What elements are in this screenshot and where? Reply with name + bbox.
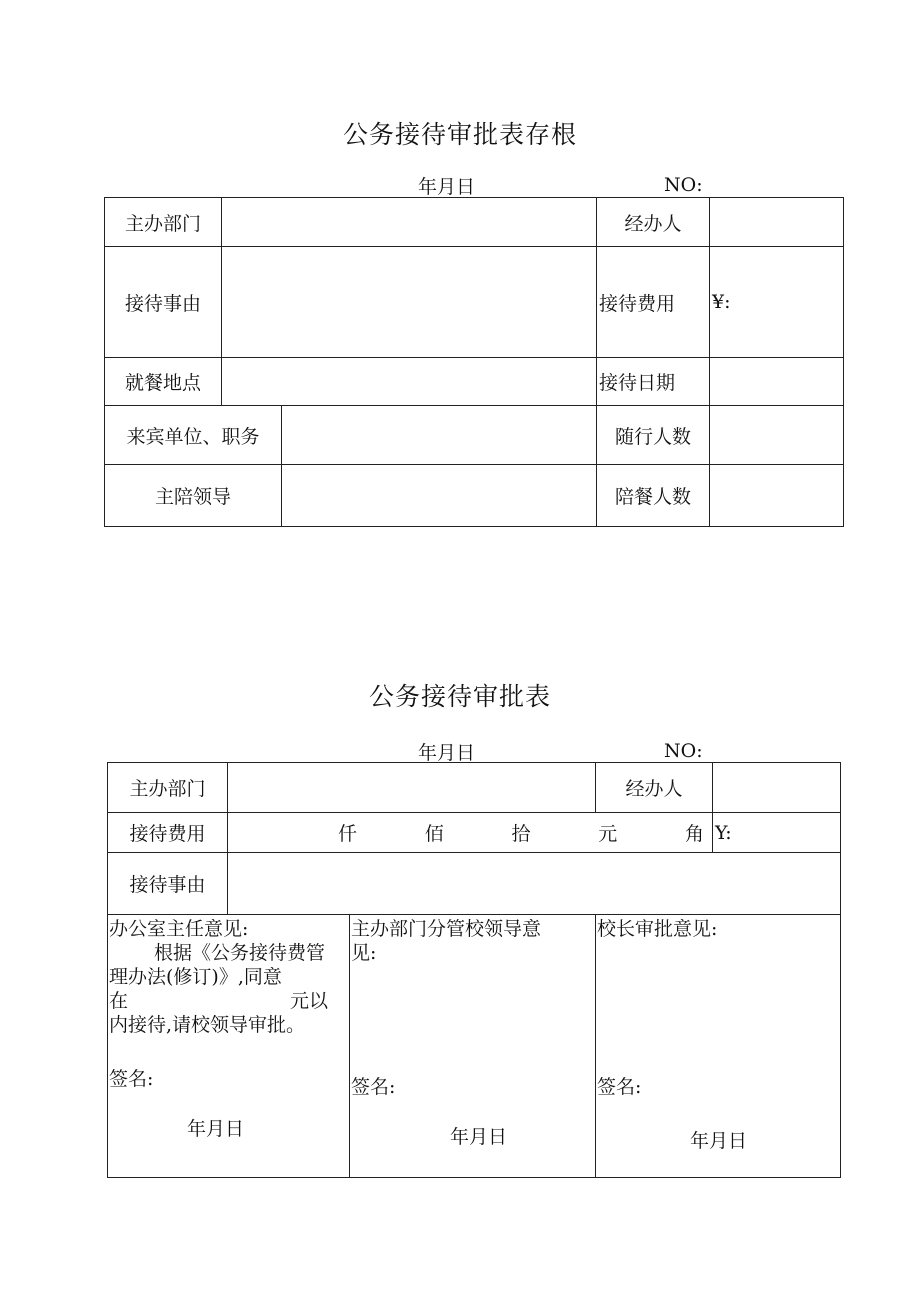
amount-unit-ten: 拾: [511, 823, 531, 845]
stub-diners-label: 陪餐人数: [597, 465, 710, 527]
office-line-3a: 在: [109, 990, 129, 1012]
office-sign-label: 签名:: [109, 1068, 154, 1090]
principal-date-label: 年月日: [690, 1130, 748, 1152]
form-handler-value[interactable]: [713, 763, 841, 813]
stub-table: [104, 197, 844, 527]
principal-opinion[interactable]: [596, 915, 841, 1178]
stub-lead-host-value[interactable]: [282, 465, 597, 527]
form-reason-value[interactable]: [228, 853, 841, 915]
dept-leader-heading-2: 见:: [351, 942, 377, 964]
form-host-dept-value[interactable]: [228, 763, 596, 813]
amount-unit-yuan: 元: [598, 823, 618, 845]
stub-venue-label: 就餐地点: [105, 358, 222, 406]
stub-lead-host-label: 主陪领导: [105, 465, 282, 527]
form-date-label: 年月日: [418, 742, 476, 764]
form-table: [107, 762, 841, 1178]
office-heading: 办公室主任意见:: [109, 918, 249, 940]
form-title: 公务接待审批表: [368, 682, 551, 711]
dept-leader-opinion[interactable]: [350, 915, 596, 1178]
office-date-label: 年月日: [187, 1118, 245, 1140]
amount-unit-jiao: 角: [684, 823, 704, 845]
form-yen-value[interactable]: Y:: [713, 813, 841, 853]
stub-guest-unit-value[interactable]: [282, 406, 597, 465]
form-amount-field[interactable]: [228, 813, 713, 853]
stub-guest-unit-label: 来宾单位、职务: [105, 406, 282, 465]
dept-leader-date-label: 年月日: [450, 1126, 508, 1148]
office-line-4: 内接待,请校领导审批。: [109, 1014, 306, 1036]
form-no-label: NO:: [664, 740, 703, 762]
office-line-1: 根据《公务接待费管: [154, 942, 326, 964]
stub-diners-value[interactable]: [710, 465, 844, 527]
principal-heading: 校长审批意见:: [597, 918, 718, 940]
dept-leader-heading-1: 主办部门分管校领导意: [351, 918, 542, 940]
form-reason-label: 接待事由: [108, 853, 228, 915]
stub-reason-value[interactable]: [222, 247, 597, 358]
stub-handler-value[interactable]: [710, 198, 844, 247]
form-cost-label: 接待费用: [108, 813, 228, 853]
principal-sign-label: 签名:: [597, 1076, 642, 1098]
amount-unit-hundred: 佰: [424, 823, 444, 845]
form-host-dept-label: 主办部门: [108, 763, 228, 813]
stub-host-dept-value[interactable]: [222, 198, 597, 247]
stub-handler-label: 经办人: [597, 198, 710, 247]
office-line-3b: 元以: [290, 990, 329, 1012]
amount-unit-thousand: 仟: [338, 823, 358, 845]
form-handler-label: 经办人: [596, 763, 713, 813]
stub-companions-value[interactable]: [710, 406, 844, 465]
stub-host-dept-label: 主办部门: [105, 198, 222, 247]
stub-no-label: NO:: [664, 174, 703, 196]
office-director-opinion[interactable]: [108, 915, 350, 1178]
stub-venue-value[interactable]: [222, 358, 597, 406]
stub-cost-label: 接待费用: [597, 247, 710, 358]
stub-cost-value[interactable]: ¥:: [710, 247, 844, 358]
stub-date-value[interactable]: [710, 358, 844, 406]
dept-leader-sign-label: 签名:: [351, 1076, 396, 1098]
stub-date-label: 年月日: [418, 176, 476, 198]
stub-reason-label: 接待事由: [105, 247, 222, 358]
stub-title: 公务接待审批表存根: [342, 120, 577, 149]
stub-companions-label: 随行人数: [597, 406, 710, 465]
office-line-2: 理办法(修订)》,同意: [109, 966, 282, 988]
stub-date-field-label: 接待日期: [597, 358, 710, 406]
